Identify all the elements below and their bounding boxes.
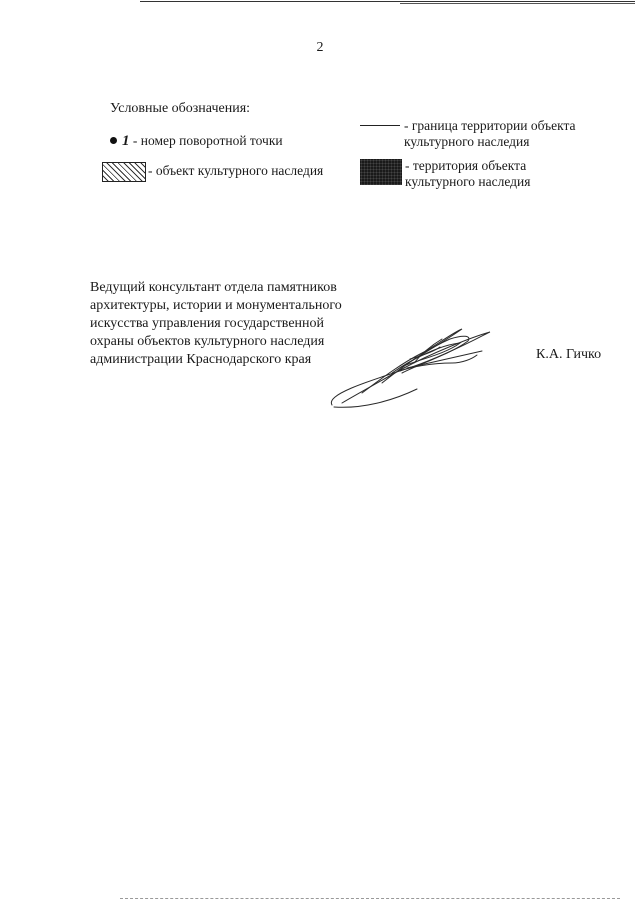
dark-fill-icon (360, 159, 402, 185)
page-number: 2 (316, 40, 324, 55)
handwritten-signature (322, 323, 497, 413)
heritage-object-label: - объект культурного наследия (148, 163, 324, 179)
legend-heritage-territory (360, 158, 531, 190)
scan-edge-line (140, 1, 635, 2)
position-line: искусства управления государственной (90, 316, 325, 331)
border-line-icon (360, 125, 400, 126)
position-line: Ведущий консультант отдела памятников (90, 280, 337, 295)
turning-point-label: - номер поворотной точки (132, 133, 283, 148)
legend-heritage-object (102, 162, 323, 182)
scan-edge-line (400, 3, 635, 4)
legend-territory-border (360, 118, 576, 150)
position-line: охраны объектов культурного наследия (90, 334, 325, 349)
position-line: архитектуры, истории и монументального (90, 298, 342, 313)
point-marker-icon (110, 137, 117, 144)
heritage-territory-label-line1: - территория объекта (405, 158, 527, 173)
position-line: администрации Краснодарского края (90, 352, 312, 367)
legend-turning-point (110, 133, 283, 149)
scan-edge-line (120, 898, 620, 899)
heritage-territory-label-line2: культурного наследия (405, 174, 531, 189)
hatched-pattern-icon (102, 162, 146, 182)
territory-border-label-line1: - граница территории объекта (404, 118, 576, 133)
territory-border-label-line2: культурного наследия (404, 134, 530, 149)
legend-title: Условные обозначения: (110, 101, 251, 116)
point-number-sample: 1 (122, 133, 130, 149)
signer-name: К.А. Гичко (536, 347, 602, 362)
